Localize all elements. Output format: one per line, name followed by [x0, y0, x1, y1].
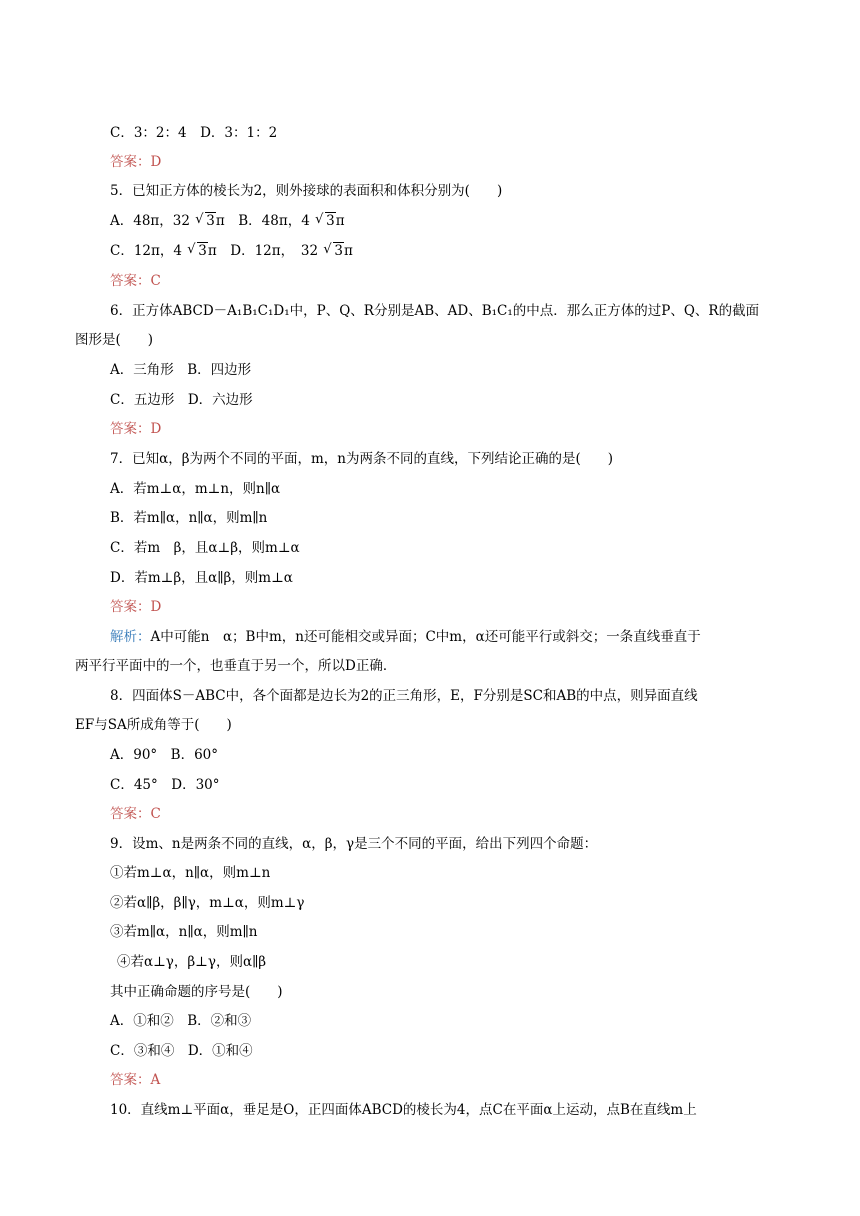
q9-answer: 答案：A	[110, 1072, 161, 1088]
q4-answer: 答案：D	[110, 154, 162, 170]
q10-stem: 10．直线m⊥平面α，垂足是O，正四面体ABCD的棱长为4，点C在平面α上运动，点B在直线m上	[110, 1102, 697, 1118]
q5-opt-c-mid: π D．12π， 32	[207, 243, 319, 259]
q9-options-ab: A．①和② B．②和③	[110, 1013, 252, 1029]
q8-options-ab: A．90° B．60°	[110, 747, 219, 763]
analysis-label: 解析：	[110, 629, 151, 645]
q5-options-ab	[110, 212, 345, 230]
q5-stem: 5．已知正方体的棱长为2，则外接球的表面积和体积分别为( )	[110, 183, 503, 199]
q5-answer: 答案：C	[110, 273, 161, 289]
q8-stem-line2: EF与SA所成角等于( )	[75, 717, 232, 733]
q6-stem-line2: 图形是( )	[75, 332, 154, 348]
q9-prop1: ①若m⊥α，n∥α，则m⊥n	[110, 865, 271, 881]
q7-analysis-text: A中可能n α；B中m，n还可能相交或异面；C中m，α还可能平行或斜交；一条直线垂直于	[150, 629, 701, 645]
q9-ask: 其中正确命题的序号是( )	[110, 984, 283, 1000]
q5-opt-a-pre: A．48π，32	[110, 213, 190, 229]
q7-opt-a: A．若m⊥α，m⊥n，则n∥α	[110, 481, 281, 497]
q9-options-cd: C．③和④ D．①和④	[110, 1043, 253, 1059]
q4-options-cd: C．3：2：4 D．3：1：2	[110, 125, 278, 141]
q5-opt-c-pre: C．12π，4	[110, 243, 182, 259]
q7-answer: 答案：D	[110, 599, 162, 615]
q5-opt-a-mid: π B．48π，4	[215, 213, 310, 229]
q7-stem: 7．已知α，β为两个不同的平面，m，n为两条不同的直线，下列结论正确的是( )	[110, 451, 614, 467]
q9-stem: 9．设m、n是两条不同的直线，α，β，γ是三个不同的平面，给出下列四个命题：	[110, 836, 598, 852]
sqrt-symbol: √ 3	[324, 242, 344, 260]
sqrt-symbol: √ 3	[188, 242, 208, 260]
q7-analysis-line2: 两平行平面中的一个，也垂直于另一个，所以D正确．	[75, 658, 397, 674]
q7-opt-b: B．若m∥α，n∥α，则m∥n	[110, 510, 268, 526]
q5-options-cd	[110, 242, 353, 260]
sqrt-symbol: √ 3	[196, 212, 216, 230]
sqrt-symbol: √ 3	[316, 212, 336, 230]
q8-stem-line1: 8．四面体S－ABC中，各个面都是边长为2的正三角形，E，F分别是SC和AB的中点，则异面直线	[110, 688, 698, 704]
q9-prop2: ②若α∥β，β∥γ，m⊥α，则m⊥γ	[110, 895, 305, 911]
q5-opt-a-end: π	[335, 213, 345, 229]
q6-stem-line1: 6．正方体ABCD－A₁B₁C₁D₁中，P、Q、R分别是AB、AD、B₁C₁的中点．那么正方体的过P、Q、R的截面	[110, 303, 760, 319]
q8-answer: 答案：C	[110, 806, 161, 822]
q6-answer: 答案：D	[110, 421, 162, 437]
q8-options-cd: C．45° D．30°	[110, 777, 220, 793]
q5-opt-c-end: π	[343, 243, 353, 259]
q7-opt-d: D．若m⊥β，且α∥β，则m⊥α	[110, 570, 293, 586]
q7-opt-c: C．若m β，且α⊥β，则m⊥α	[110, 540, 300, 556]
q9-prop4: ④若α⊥γ，β⊥γ，则α∥β	[117, 954, 267, 970]
q9-prop3: ③若m∥α，n∥α，则m∥n	[110, 924, 258, 940]
q6-options-ab: A．三角形 B．四边形	[110, 362, 252, 378]
q7-analysis-line1	[110, 628, 701, 646]
q6-options-cd: C．五边形 D．六边形	[110, 392, 253, 408]
